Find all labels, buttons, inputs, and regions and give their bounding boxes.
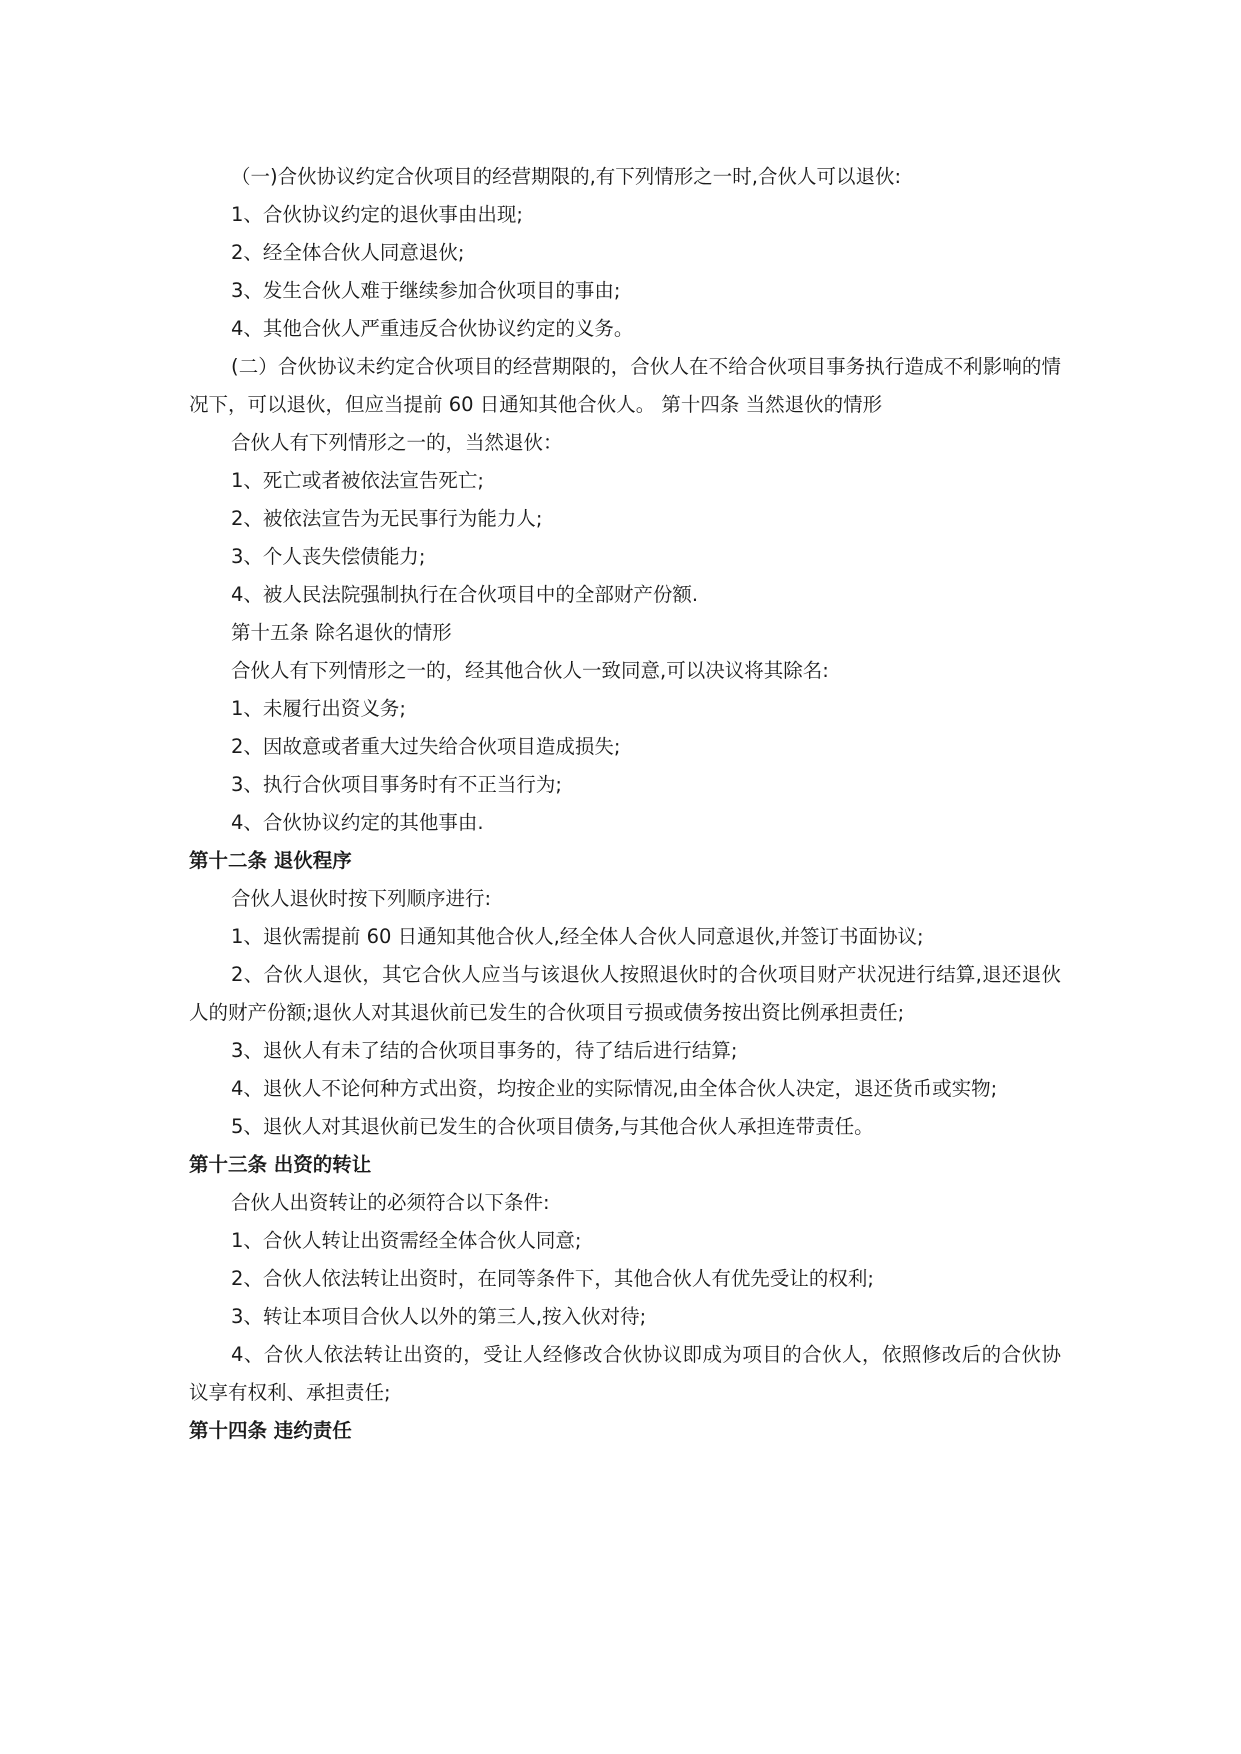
section-heading: 第十三条 出资的转让 <box>189 1153 372 1176</box>
list-item: 4、合伙协议约定的其他事由. <box>231 811 484 834</box>
list-item: 1、未履行出资义务; <box>231 697 406 720</box>
list-item: 2、合伙人依法转让出资时，在同等条件下，其他合伙人有优先受让的权利; <box>231 1267 874 1290</box>
list-item: 3、发生合伙人难于继续参加合伙项目的事由; <box>231 279 621 302</box>
section-heading: 第十四条 违约责任 <box>189 1419 352 1442</box>
list-item: 1、死亡或者被依法宣告死亡; <box>231 469 484 492</box>
paragraph: 合伙人有下列情形之一的，经其他合伙人一致同意,可以决议将其除名: <box>231 659 829 682</box>
list-item: 3、退伙人有未了结的合伙项目事务的，待了结后进行结算; <box>231 1039 738 1062</box>
list-item: 3、执行合伙项目事务时有不正当行为; <box>231 773 562 796</box>
paragraph: 合伙人退伙时按下列顺序进行: <box>231 887 492 910</box>
section-heading: 第十二条 退伙程序 <box>189 849 352 872</box>
list-item: 4、合伙人依法转让出资的，受让人经修改合伙协议即成为项目的合伙人，依照修改后的合伙协议享有权利、承担责任; <box>189 1343 1061 1404</box>
list-item: 3、转让本项目合伙人以外的第三人,按入伙对待; <box>231 1305 647 1328</box>
list-item: 4、其他合伙人严重违反合伙协议约定的义务。 <box>231 317 634 340</box>
paragraph: 合伙人有下列情形之一的，当然退伙： <box>231 431 563 454</box>
list-item: 1、合伙协议约定的退伙事由出现; <box>231 203 523 226</box>
list-item: 3、个人丧失偿债能力; <box>231 545 426 568</box>
list-item: 1、合伙人转让出资需经全体合伙人同意; <box>231 1229 582 1252</box>
list-item: 4、被人民法院强制执行在合伙项目中的全部财产份额. <box>231 583 699 606</box>
list-item: 2、合伙人退伙，其它合伙人应当与该退伙人按照退伙时的合伙项目财产状况进行结算,退还退伙人的财产份额;退伙人对其退伙前已发生的合伙项目亏损或债务按出资比例承担责任; <box>189 963 1061 1024</box>
list-item: 2、被依法宣告为无民事行为能力人; <box>231 507 543 530</box>
subsection-title: 第十五条 除名退伙的情形 <box>231 621 452 644</box>
paragraph: 合伙人出资转让的必须符合以下条件: <box>231 1191 550 1214</box>
list-item: 2、因故意或者重大过失给合伙项目造成损失; <box>231 735 621 758</box>
paragraph: (二）合伙协议未约定合伙项目的经营期限的，合伙人在不给合伙项目事务执行造成不利影响的情况下，可以退伙，但应当提前 60 日通知其他合伙人。 第十四条 当然退伙的情形 <box>189 355 1061 416</box>
list-item: 1、退伙需提前 60 日通知其他合伙人,经全体人合伙人同意退伙,并签订书面协议; <box>231 925 924 948</box>
paragraph: （一)合伙协议约定合伙项目的经营期限的,有下列情形之一时,合伙人可以退伙: <box>231 165 902 188</box>
list-item: 2、经全体合伙人同意退伙; <box>231 241 465 264</box>
list-item: 4、退伙人不论何种方式出资，均按企业的实际情况,由全体合伙人决定，退还货币或实物; <box>231 1077 998 1100</box>
list-item: 5、退伙人对其退伙前已发生的合伙项目债务,与其他合伙人承担连带责任。 <box>231 1115 874 1138</box>
document-body <box>189 158 1061 1450</box>
